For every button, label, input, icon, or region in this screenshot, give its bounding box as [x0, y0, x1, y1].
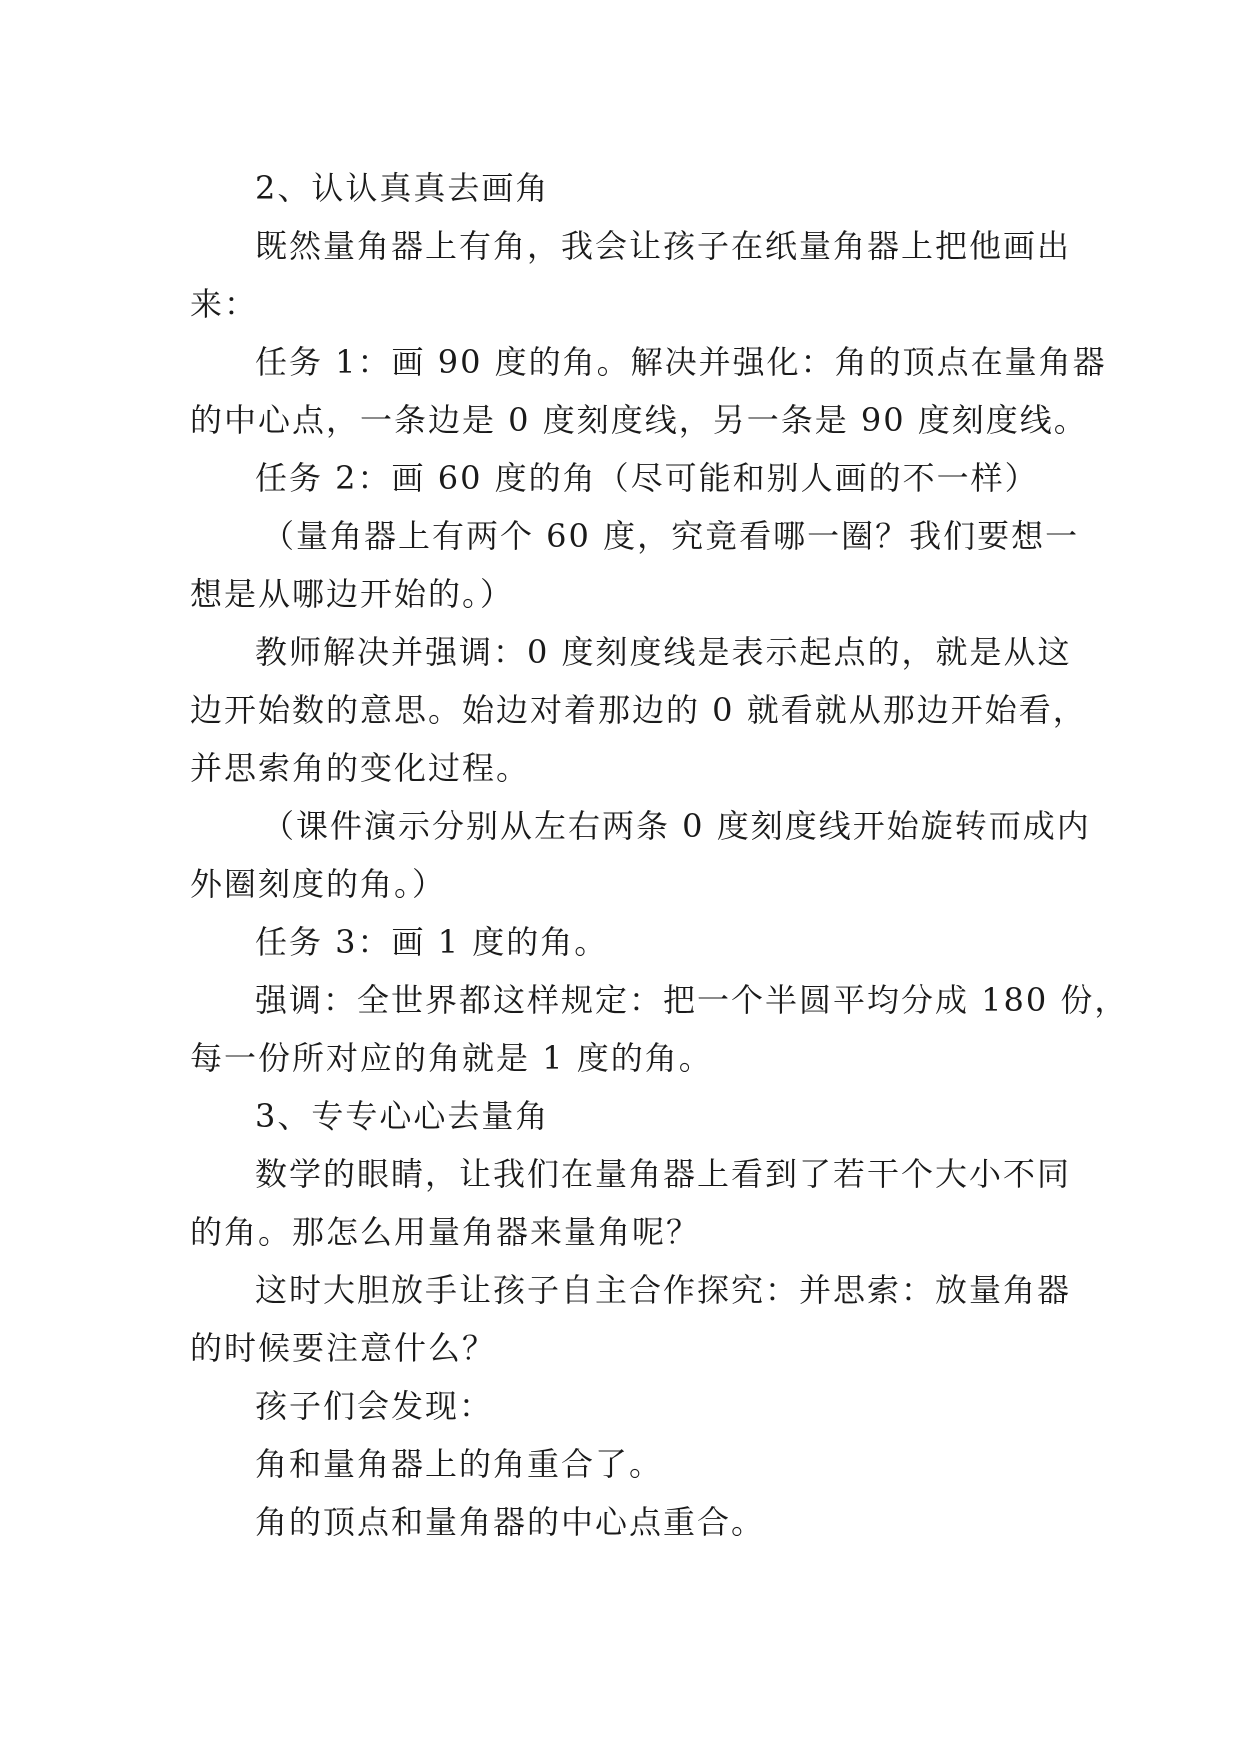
- paragraph-line: 教师解决并强调：0 度刻度线是表示起点的，就是从这: [255, 633, 1072, 671]
- paragraph-line: 的角。那怎么用量角器来量角呢？: [190, 1213, 701, 1251]
- paragraph-line: （量角器上有两个 60 度，究竟看哪一圈？我们要想一: [262, 517, 1080, 555]
- paragraph-line: 来：: [190, 285, 259, 323]
- heading-draw-angle: 2、认认真真去画角: [255, 169, 550, 207]
- paragraph-line: 每一份所对应的角就是 1 度的角。: [190, 1039, 713, 1077]
- paragraph-line: 既然量角器上有角，我会让孩子在纸量角器上把他画出: [255, 227, 1072, 265]
- paragraph-line: 外圈刻度的角。）: [190, 865, 447, 903]
- paragraph-line: 边开始数的意思。始边对着那边的 0 就看就从那边开始看，: [190, 691, 1087, 729]
- paragraph-line: 想是从哪边开始的。）: [190, 575, 515, 613]
- paragraph-line: 任务 3：画 1 度的角。: [255, 923, 609, 961]
- heading-measure-angle: 3、专专心心去量角: [255, 1097, 550, 1135]
- paragraph-line: 角和量角器上的角重合了。: [255, 1445, 664, 1483]
- paragraph-line: 孩子们会发现：: [255, 1387, 494, 1425]
- paragraph-line: 强调：全世界都这样规定：把一个半圆平均分成 180 份，: [255, 981, 1129, 1019]
- paragraph-line: 的时候要注意什么？: [190, 1329, 497, 1367]
- paragraph-line: 任务 2：画 60 度的角（尽可能和别人画的不一样）: [255, 459, 1039, 497]
- paragraph-line: 任务 1：画 90 度的角。解决并强化：角的顶点在量角器: [255, 343, 1107, 381]
- paragraph-line: 并思索角的变化过程。: [190, 749, 531, 787]
- paragraph-line: 数学的眼睛，让我们在量角器上看到了若干个大小不同: [255, 1155, 1072, 1193]
- paragraph-line: 的中心点，一条边是 0 度刻度线，另一条是 90 度刻度线。: [190, 401, 1088, 439]
- paragraph-line: 角的顶点和量角器的中心点重合。: [255, 1503, 766, 1541]
- paragraph-line: 这时大胆放手让孩子自主合作探究：并思索：放量角器: [255, 1271, 1072, 1309]
- paragraph-line: （课件演示分别从左右两条 0 度刻度线开始旋转而成内: [262, 807, 1091, 845]
